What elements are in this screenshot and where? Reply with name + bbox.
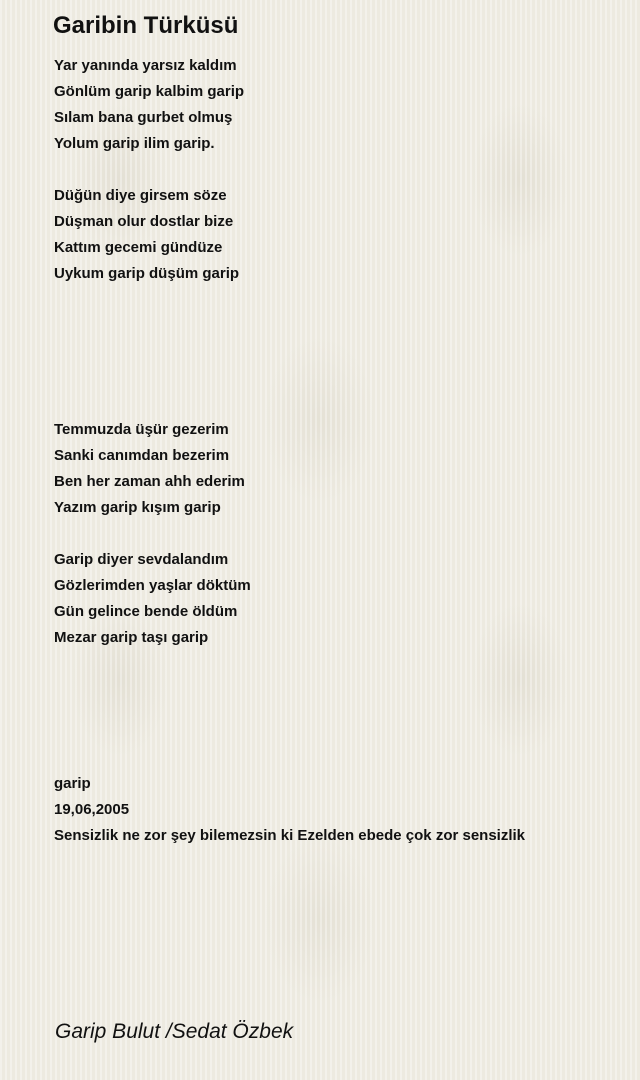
poem-author: Garip Bulut /Sedat Özbek	[55, 1020, 294, 1043]
stanza-gap	[54, 287, 624, 417]
poem-date: 19,06,2005	[54, 801, 130, 818]
poem-line: Kattım gecemi gündüze	[54, 239, 223, 256]
poem-note: Sensizlik ne zor şey bilemezsin ki Ezelden ebede çok zor sensizlik	[54, 827, 526, 844]
poem-footer	[54, 771, 525, 849]
poem-title: Garibin Türküsü	[53, 12, 239, 39]
poem-line: Garip diyer sevdalandım	[54, 551, 229, 568]
poem-body	[54, 53, 624, 651]
poem-line: Gün gelince bende öldüm	[54, 603, 238, 620]
poem-line: Yolum garip ilim garip.	[54, 135, 215, 152]
poem-line: Ben her zaman ahh ederim	[54, 473, 245, 490]
stanza-gap	[54, 521, 624, 547]
poem-line: Uykum garip düşüm garip	[54, 265, 240, 282]
stanza-4	[54, 547, 624, 651]
poem-line: Düşman olur dostlar bize	[54, 213, 234, 230]
stanza-1	[54, 53, 624, 157]
poem-line: Sanki canımdan bezerim	[54, 447, 230, 464]
poem-signature: garip	[54, 775, 91, 792]
stanza-3	[54, 417, 624, 521]
poem-line: Gönlüm garip kalbim garip	[54, 83, 245, 100]
poem-line: Sılam bana gurbet olmuş	[54, 109, 233, 126]
poem-line: Düğün diye girsem söze	[54, 187, 227, 204]
poem-line: Yar yanında yarsız kaldım	[54, 57, 237, 74]
stanza-2	[54, 183, 624, 287]
poem-line: Gözlerimden yaşlar döktüm	[54, 577, 251, 594]
poem-line: Yazım garip kışım garip	[54, 499, 221, 516]
poem-line: Mezar garip taşı garip	[54, 629, 209, 646]
poem-line: Temmuzda üşür gezerim	[54, 421, 229, 438]
stanza-gap	[54, 157, 624, 183]
